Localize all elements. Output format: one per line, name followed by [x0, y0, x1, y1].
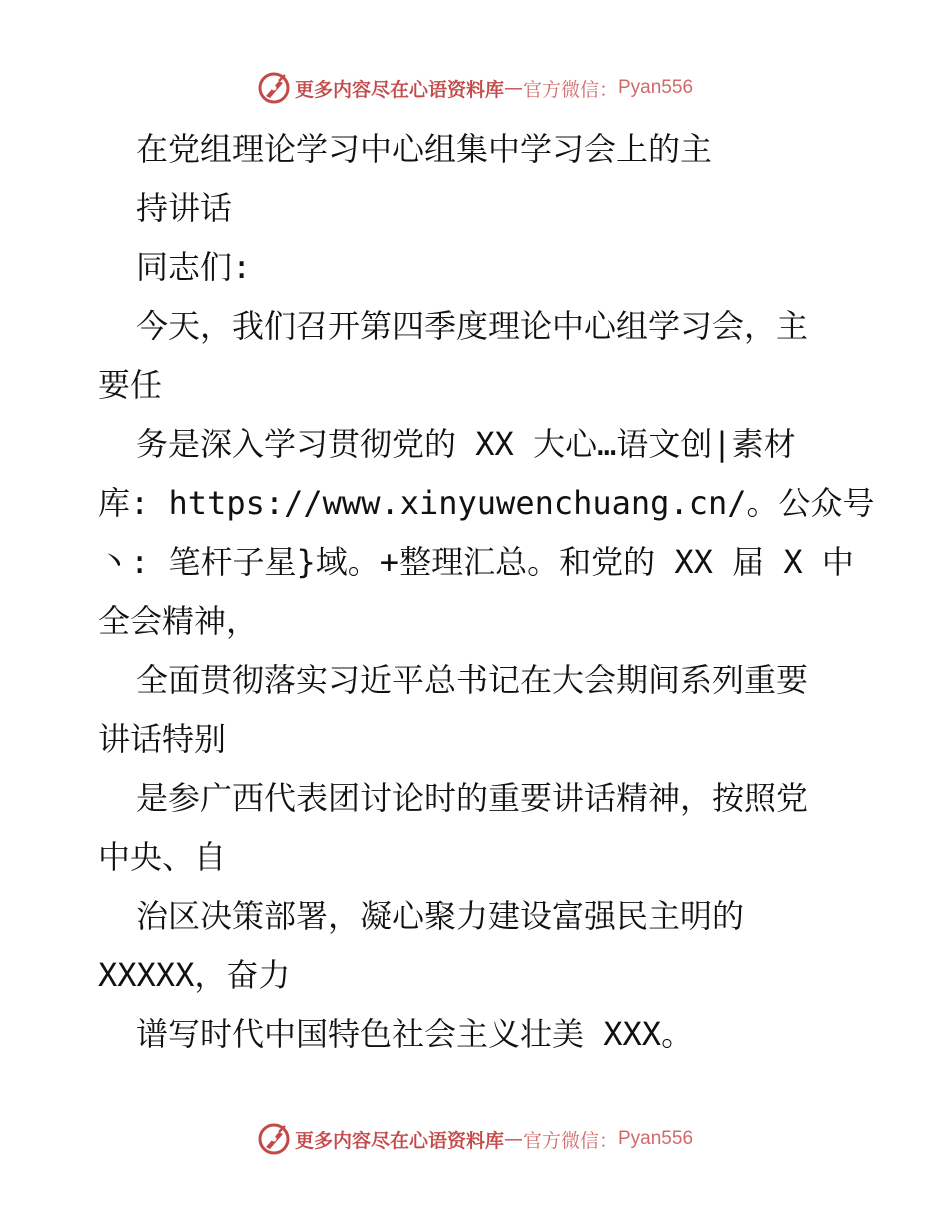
doc-paragraph-line: 讲话特别 [98, 720, 227, 758]
doc-paragraph-line: 是参广西代表团讨论时的重要讲话精神，按照党 [136, 779, 809, 817]
document-body [98, 120, 875, 1064]
doc-paragraph-line: 务是深入学习贯彻党的 XX 大心…语文创|素材 [136, 425, 796, 463]
doc-paragraph-line: 中央、自 [98, 838, 227, 876]
banner-wechat-id: Pyan556 [618, 1128, 694, 1149]
footer-banner [0, 1119, 950, 1159]
doc-title-line-2: 持讲话 [136, 189, 233, 227]
doc-paragraph-line: 全会精神， [98, 602, 259, 640]
header-banner [0, 68, 950, 108]
doc-paragraph-line: 库: https://www.xinyuwenchuang.cn/。公众号 [98, 484, 875, 522]
doc-salutation: 同志们: [136, 248, 252, 286]
doc-title-line-1: 在党组理论学习中心组集中学习会上的主 [136, 130, 713, 168]
banner-dash: — [503, 77, 523, 99]
banner-main-text: 更多内容尽在心语资料库 [294, 1129, 504, 1152]
doc-paragraph-line: XXXXX，奋力 [98, 956, 291, 994]
doc-paragraph-line: 治区决策部署，凝心聚力建设富强民主明的 [136, 897, 745, 935]
banner-wechat-label: 官方微信： [522, 78, 618, 101]
banner-wechat-label: 官方微信： [522, 1129, 618, 1152]
doc-paragraph-line: 全面贯彻落实习近平总书记在大会期间系列重要 [136, 661, 809, 699]
doc-paragraph-line: 丶: 笔杆子星}域。+整理汇总。和党的 XX 届 X 中 [98, 543, 854, 581]
doc-paragraph-line: 要任 [98, 366, 163, 404]
banner-main-text: 更多内容尽在心语资料库 [294, 78, 504, 101]
quill-logo-icon [257, 71, 291, 105]
doc-paragraph-line: 今天，我们召开第四季度理论中心组学习会，主 [136, 307, 809, 345]
doc-paragraph-line: 谱写时代中国特色社会主义壮美 XXX。 [136, 1015, 694, 1053]
banner-wechat-id: Pyan556 [618, 77, 694, 98]
quill-logo-icon [257, 1122, 291, 1156]
banner-dash: — [503, 1128, 523, 1150]
